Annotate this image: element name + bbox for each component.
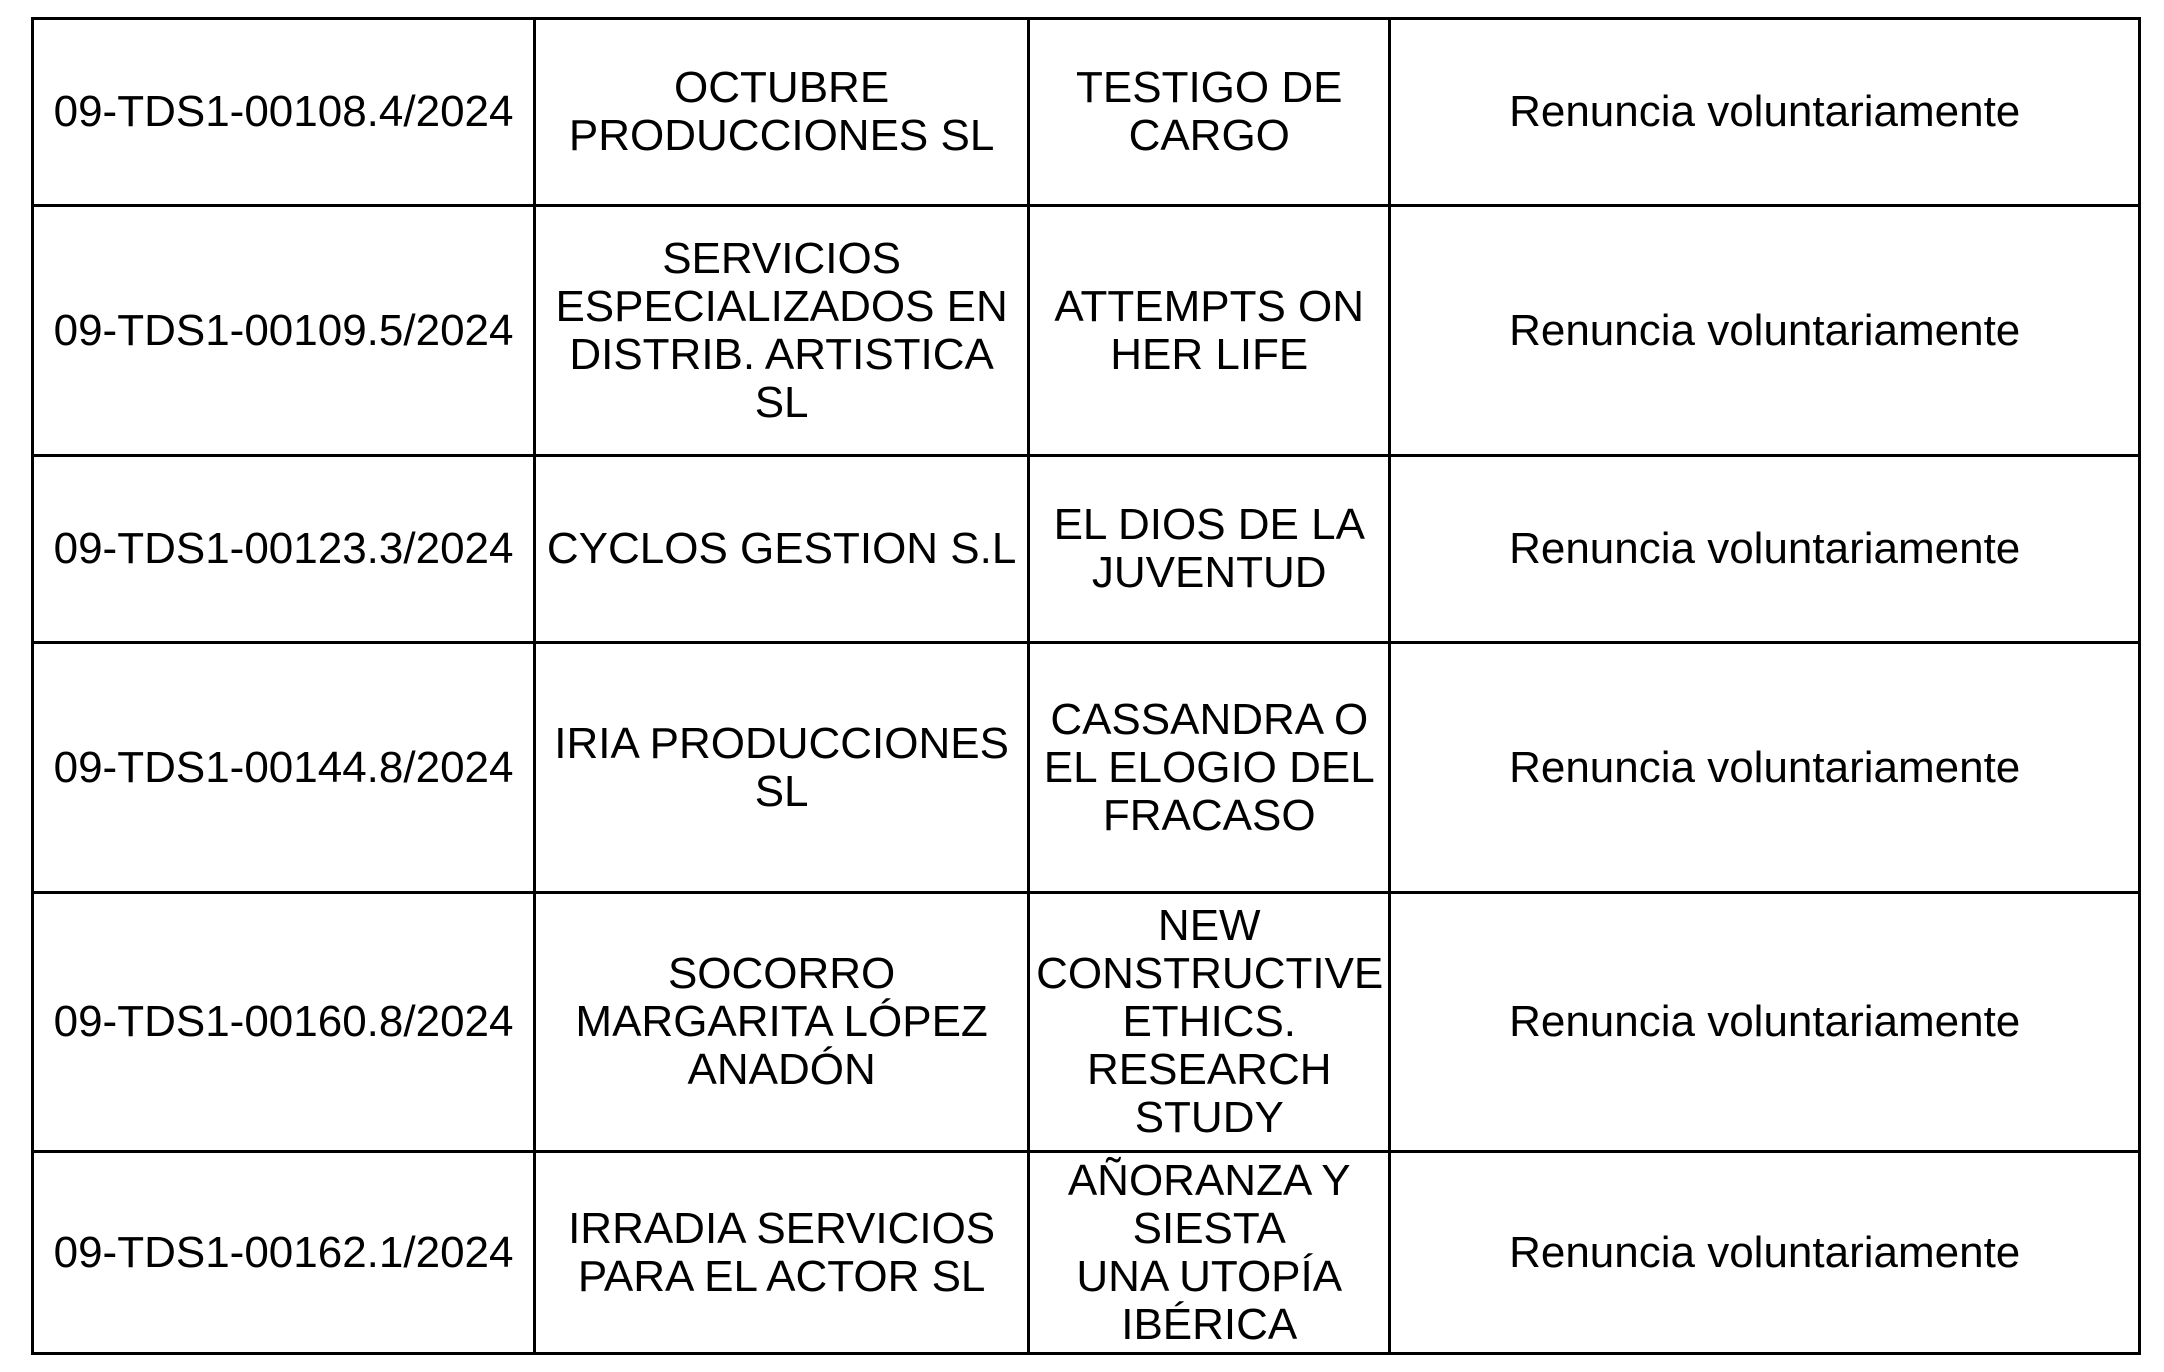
titulo-cell: NEW CONSTRUCTIVE ETHICS. RESEARCH STUDY xyxy=(1029,893,1390,1152)
table-row xyxy=(33,456,2140,643)
table-row xyxy=(33,206,2140,456)
titulo-cell: CASSANDRA O EL ELOGIO DEL FRACASO xyxy=(1029,643,1390,893)
expediente-cell: 09-TDS1-00123.3/2024 xyxy=(33,456,535,643)
entidad-cell: SERVICIOS ESPECIALIZADOS EN DISTRIB. ARTISTICA SL xyxy=(535,206,1029,456)
expediente-cell: 09-TDS1-00144.8/2024 xyxy=(33,643,535,893)
entidad-cell: IRRADIA SERVICIOS PARA EL ACTOR SL xyxy=(535,1152,1029,1354)
motivo-cell: Renuncia voluntariamente xyxy=(1390,206,2140,456)
entidad-cell: IRIA PRODUCCIONES SL xyxy=(535,643,1029,893)
expediente-cell: 09-TDS1-00108.4/2024 xyxy=(33,19,535,206)
motivo-cell: Renuncia voluntariamente xyxy=(1390,643,2140,893)
expediente-cell: 09-TDS1-00162.1/2024 xyxy=(33,1152,535,1354)
motivo-cell: Renuncia voluntariamente xyxy=(1390,19,2140,206)
expediente-cell: 09-TDS1-00109.5/2024 xyxy=(33,206,535,456)
motivo-cell: Renuncia voluntariamente xyxy=(1390,1152,2140,1354)
resolution-table xyxy=(31,17,2141,1355)
titulo-cell: AÑORANZA Y SIESTA UNA UTOPÍA IBÉRICA xyxy=(1029,1152,1390,1354)
entidad-cell: CYCLOS GESTION S.L xyxy=(535,456,1029,643)
titulo-cell: EL DIOS DE LA JUVENTUD xyxy=(1029,456,1390,643)
table-row xyxy=(33,1152,2140,1354)
motivo-cell: Renuncia voluntariamente xyxy=(1390,456,2140,643)
table-row xyxy=(33,643,2140,893)
expediente-cell: 09-TDS1-00160.8/2024 xyxy=(33,893,535,1152)
titulo-cell: ATTEMPTS ON HER LIFE xyxy=(1029,206,1390,456)
motivo-cell: Renuncia voluntariamente xyxy=(1390,893,2140,1152)
table-row xyxy=(33,19,2140,206)
table-row xyxy=(33,893,2140,1152)
titulo-cell: TESTIGO DE CARGO xyxy=(1029,19,1390,206)
entidad-cell: SOCORRO MARGARITA LÓPEZ ANADÓN xyxy=(535,893,1029,1152)
entidad-cell: OCTUBRE PRODUCCIONES SL xyxy=(535,19,1029,206)
